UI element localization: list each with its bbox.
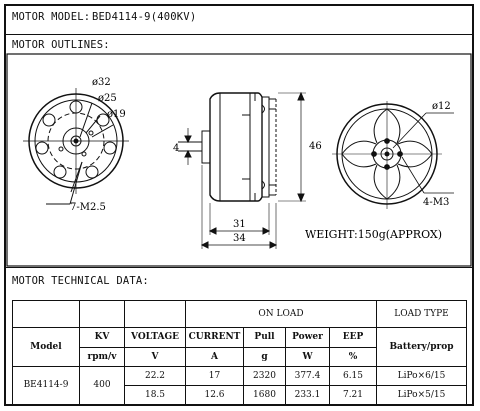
battery-header: Battery/prop bbox=[377, 328, 467, 367]
motor-outlines-label: MOTOR OUTLINES: bbox=[12, 39, 110, 51]
divider bbox=[6, 267, 472, 268]
row2-eep: 7.21 bbox=[330, 386, 377, 405]
weight-label: WEIGHT:150g(APPROX) bbox=[305, 228, 443, 241]
motor-outline-drawing bbox=[6, 53, 472, 267]
kv-header: KV bbox=[80, 328, 125, 348]
front-screw-label: 7-M2.5 bbox=[70, 202, 106, 213]
rear-view bbox=[332, 101, 454, 209]
front-d25-label: ø25 bbox=[98, 93, 117, 104]
kv-unit: rpm/v bbox=[80, 348, 125, 367]
table-cell-empty bbox=[13, 301, 80, 328]
row2-voltage: 18.5 bbox=[125, 386, 186, 405]
row1-battery: LiPo×6/15 bbox=[377, 367, 467, 386]
row1-pull: 2320 bbox=[244, 367, 286, 386]
row1-voltage: 22.2 bbox=[125, 367, 186, 386]
current-unit: A bbox=[186, 348, 244, 367]
side-height-label: 46 bbox=[309, 141, 322, 152]
table-cell-empty bbox=[125, 301, 186, 328]
model-value: BE4114-9 bbox=[13, 367, 80, 405]
front-view bbox=[23, 88, 129, 204]
eep-header: EEP bbox=[330, 328, 377, 348]
motor-model-value: BED4114-9(400KV) bbox=[92, 11, 197, 23]
table-cell-empty bbox=[80, 301, 125, 328]
spec-sheet bbox=[4, 4, 474, 406]
eep-unit: % bbox=[330, 348, 377, 367]
voltage-header: VOLTAGE bbox=[125, 328, 186, 348]
row1-eep: 6.15 bbox=[330, 367, 377, 386]
pull-unit: g bbox=[244, 348, 286, 367]
divider bbox=[6, 34, 472, 35]
on-load-header: ON LOAD bbox=[186, 301, 377, 328]
side-shaft-label: 4 bbox=[173, 143, 180, 154]
technical-data-table bbox=[12, 300, 467, 405]
motor-model-label: MOTOR MODEL: bbox=[12, 11, 91, 23]
front-d19-label: ø19 bbox=[107, 109, 126, 120]
row2-current: 12.6 bbox=[186, 386, 244, 405]
model-header: Model bbox=[13, 328, 80, 367]
row1-current: 17 bbox=[186, 367, 244, 386]
row2-battery: LiPo×5/15 bbox=[377, 386, 467, 405]
technical-data-label: MOTOR TECHNICAL DATA: bbox=[12, 275, 149, 287]
row2-pull: 1680 bbox=[244, 386, 286, 405]
side-width-outer-label: 34 bbox=[233, 233, 246, 244]
current-header: CURRENT bbox=[186, 328, 244, 348]
voltage-unit: V bbox=[125, 348, 186, 367]
load-type-header: LOAD TYPE bbox=[377, 301, 467, 328]
row1-power: 377.4 bbox=[286, 367, 330, 386]
pull-header: Pull bbox=[244, 328, 286, 348]
power-unit: W bbox=[286, 348, 330, 367]
rear-d12-label: ø12 bbox=[432, 101, 451, 112]
side-width-inner-label: 31 bbox=[233, 219, 246, 230]
row2-power: 233.1 bbox=[286, 386, 330, 405]
kv-value: 400 bbox=[80, 367, 125, 405]
power-header: Power bbox=[286, 328, 330, 348]
front-d32-label: ø32 bbox=[92, 77, 111, 88]
rear-screw-label: 4-M3 bbox=[423, 197, 450, 208]
